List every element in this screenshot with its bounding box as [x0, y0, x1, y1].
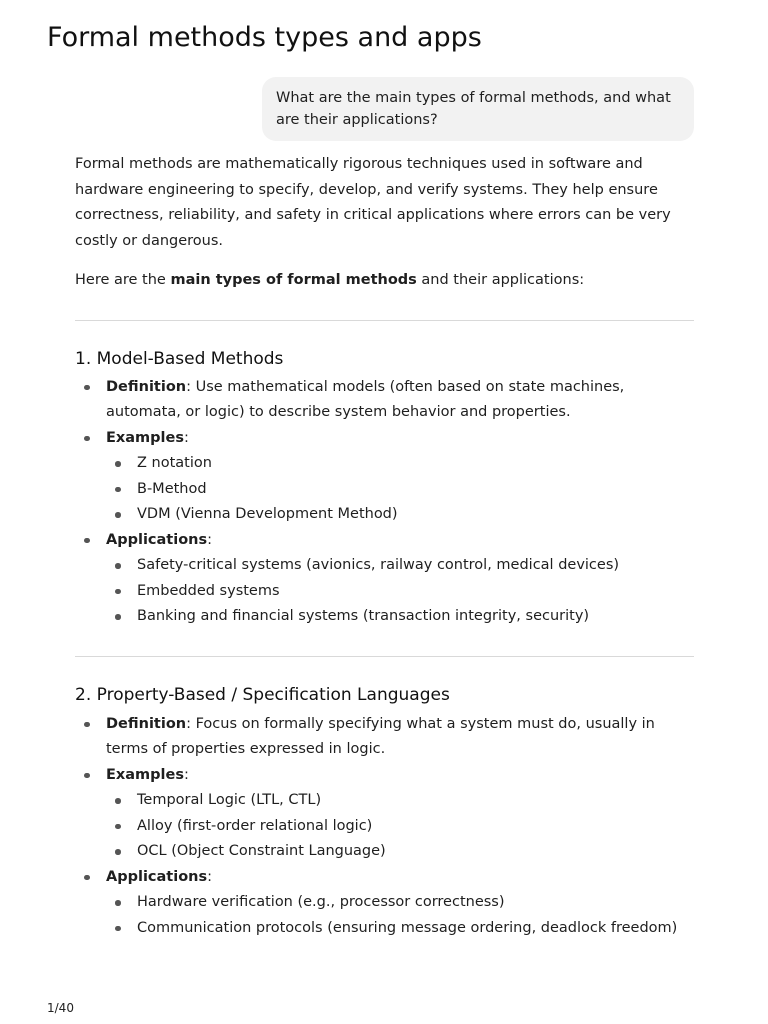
section-property-based: [75, 682, 697, 942]
definition-text: : Focus on formally specifying what a system must do, usually in terms of properties expressed in logic.: [106, 715, 655, 757]
colon: :: [207, 868, 213, 885]
section-list: [75, 375, 697, 630]
examples-label: Examples: [106, 766, 184, 783]
definition-label: Definition: [106, 378, 187, 395]
user-message-text: What are the main types of formal methods, and what are their applications?: [276, 90, 671, 128]
examples-item: [75, 763, 697, 865]
list-item: Temporal Logic (LTL, CTL): [106, 788, 697, 814]
page-title: Formal methods types and apps: [47, 22, 482, 53]
examples-list: [106, 788, 697, 865]
colon: :: [183, 429, 189, 446]
section-title: 2. Property-Based / Specification Languages: [75, 684, 450, 705]
definition-item: [75, 375, 697, 426]
lead-text-before: Here are the: [75, 272, 171, 288]
definition-item: [75, 712, 697, 763]
lead-text-bold: main types of formal methods: [170, 272, 417, 288]
lead-paragraph: [75, 268, 697, 294]
colon: :: [207, 531, 213, 548]
list-item: OCL (Object Constraint Language): [106, 839, 697, 865]
lead-text-after: and their applications:: [416, 272, 585, 288]
applications-item: [75, 865, 697, 942]
list-item: Safety-critical systems (avionics, railway control, medical devices): [106, 553, 697, 579]
section-title: 1. Model-Based Methods: [75, 348, 284, 369]
section-model-based: [75, 346, 697, 630]
definition-text: : Use mathematical models (often based on state machines, automata, or logic) to describe system behavior and properties.: [106, 378, 625, 420]
examples-label: Examples: [106, 429, 184, 446]
user-message-bubble: [262, 77, 694, 141]
page-number: 1/40: [47, 1001, 74, 1015]
applications-label: Applications: [106, 531, 208, 548]
intro-paragraph: Formal methods are mathematically rigorous techniques used in software and hardware engineering to specify, develop, and verify systems. They help ensure correctness, reliability, and safety in critical applications where errors can be very costly or dangerous.: [75, 156, 671, 249]
applications-list: [106, 553, 697, 630]
list-item: Communication protocols (ensuring message ordering, deadlock freedom): [106, 916, 697, 942]
list-item: VDM (Vienna Development Method): [106, 502, 697, 528]
colon: :: [183, 766, 189, 783]
section-list: [75, 712, 697, 942]
list-item: Banking and financial systems (transaction integrity, security): [106, 604, 697, 630]
applications-label: Applications: [106, 868, 208, 885]
definition-label: Definition: [106, 715, 187, 732]
list-item: Embedded systems: [106, 579, 697, 605]
applications-list: [106, 890, 697, 941]
list-item: Z notation: [106, 451, 697, 477]
examples-item: [75, 426, 697, 528]
assistant-response: [75, 152, 697, 941]
list-item: Hardware verification (e.g., processor correctness): [106, 890, 697, 916]
applications-item: [75, 528, 697, 630]
list-item: Alloy (first-order relational logic): [106, 814, 697, 840]
examples-list: [106, 451, 697, 528]
list-item: B-Method: [106, 477, 697, 503]
